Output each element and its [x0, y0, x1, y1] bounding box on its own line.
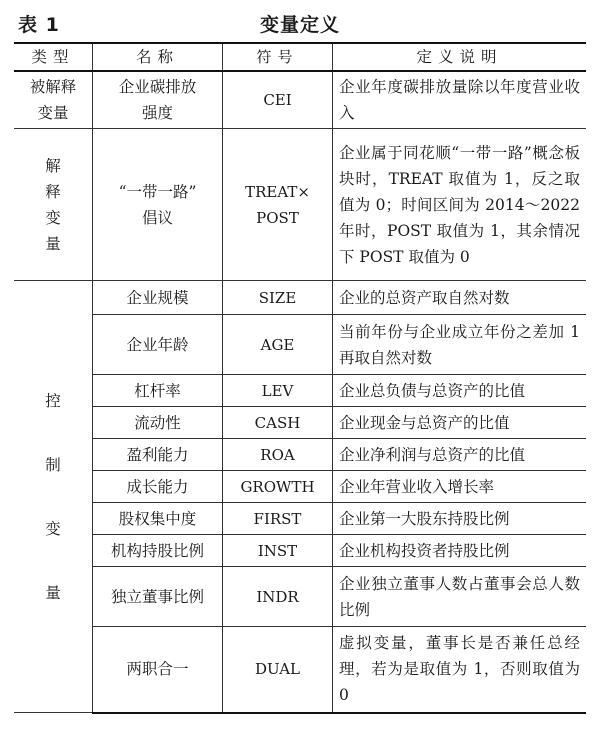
row-definition: 企业年度碳排放量除以年度营业收入 — [333, 71, 587, 129]
row-symbol: INDR — [223, 567, 333, 627]
row-name: 盈利能力 — [93, 439, 223, 471]
group-explained-line2: 变量 — [37, 104, 69, 122]
table-row — [14, 535, 586, 567]
row-symbol: INST — [223, 535, 333, 567]
table-row — [14, 503, 586, 535]
row-definition: 企业现金与总资产的比值 — [333, 407, 587, 439]
row-name: 企业年龄 — [93, 315, 223, 375]
table-row — [14, 439, 586, 471]
row-symbol-line1: TREAT× — [245, 182, 310, 201]
row-name-line1: “一带一路” — [118, 182, 197, 201]
row-definition: 企业年营业收入增长率 — [333, 471, 587, 503]
group-control-char: 制 — [45, 455, 61, 474]
table-row — [14, 407, 586, 439]
table-row — [14, 567, 586, 627]
group-explained — [14, 71, 93, 129]
group-control-char: 变 — [45, 519, 61, 538]
row-definition: 企业机构投资者持股比例 — [333, 535, 587, 567]
row-name: 企业规模 — [93, 281, 223, 315]
row-name: 杠杆率 — [93, 375, 223, 407]
row-symbol: AGE — [223, 315, 333, 375]
row-name: 股权集中度 — [93, 503, 223, 535]
row-symbol: CEI — [223, 71, 333, 129]
row-symbol: CASH — [223, 407, 333, 439]
group-control — [14, 281, 93, 713]
table-caption — [0, 0, 600, 40]
row-name — [93, 71, 223, 129]
row-definition: 企业第一大股东持股比例 — [333, 503, 587, 535]
row-symbol: ROA — [223, 439, 333, 471]
group-explanatory-char: 量 — [45, 234, 61, 253]
table-title: 变量定义 — [259, 14, 340, 36]
row-name: 成长能力 — [93, 471, 223, 503]
table-row — [14, 315, 586, 375]
row-symbol-line2: POST — [256, 208, 299, 227]
group-control-char: 控 — [45, 391, 61, 410]
group-explanatory-char: 变 — [45, 208, 61, 227]
row-name: 两职合一 — [93, 627, 223, 713]
row-symbol: DUAL — [223, 627, 333, 713]
table-row — [14, 627, 586, 713]
table-row — [14, 281, 586, 315]
row-definition: 虚拟变量，董事长是否兼任总经理，若为是取值为 1，否则取值为 0 — [333, 627, 587, 713]
table-row — [14, 129, 586, 281]
table-row — [14, 471, 586, 503]
row-definition: 企业独立董事人数占董事会总人数比例 — [333, 567, 587, 627]
row-symbol: FIRST — [223, 503, 333, 535]
group-explanatory-char: 释 — [45, 182, 61, 201]
row-symbol: LEV — [223, 375, 333, 407]
group-explained-line1: 被解释 — [29, 78, 77, 96]
header-definition: 定义说明 — [333, 43, 587, 71]
group-explanatory-char: 解 — [45, 156, 61, 175]
row-definition: 企业的总资产取自然对数 — [333, 281, 587, 315]
row-name: 流动性 — [93, 407, 223, 439]
row-definition: 当前年份与企业成立年份之差加 1 再取自然对数 — [333, 315, 587, 375]
header-type: 类型 — [14, 43, 93, 71]
row-definition: 企业属于同花顺“一带一路”概念板块时，TREAT 取值为 1，反之取值为 0；时间区间为 2014～2022 年时，POST 取值为 1，其余情况下 POST 取值为 0 — [333, 129, 587, 281]
table-row — [14, 71, 586, 129]
row-name-line1: 企业碳排放 — [118, 78, 197, 96]
header-name: 名称 — [93, 43, 223, 71]
row-definition: 企业净利润与总资产的比值 — [333, 439, 587, 471]
group-control-char: 量 — [45, 583, 61, 602]
table-row — [14, 375, 586, 407]
row-name-line2: 强度 — [141, 104, 173, 122]
row-definition: 企业总负债与总资产的比值 — [333, 375, 587, 407]
row-symbol: SIZE — [223, 281, 333, 315]
header-symbol: 符号 — [223, 43, 333, 71]
table-number: 表 1 — [18, 14, 60, 36]
group-explanatory — [14, 129, 93, 281]
row-symbol — [223, 129, 333, 281]
row-name — [93, 129, 223, 281]
variable-definition-table — [14, 42, 586, 714]
table-header-row — [14, 43, 586, 71]
row-symbol: GROWTH — [223, 471, 333, 503]
row-name-line2: 倡议 — [141, 208, 173, 227]
row-name: 机构持股比例 — [93, 535, 223, 567]
row-name: 独立董事比例 — [93, 567, 223, 627]
